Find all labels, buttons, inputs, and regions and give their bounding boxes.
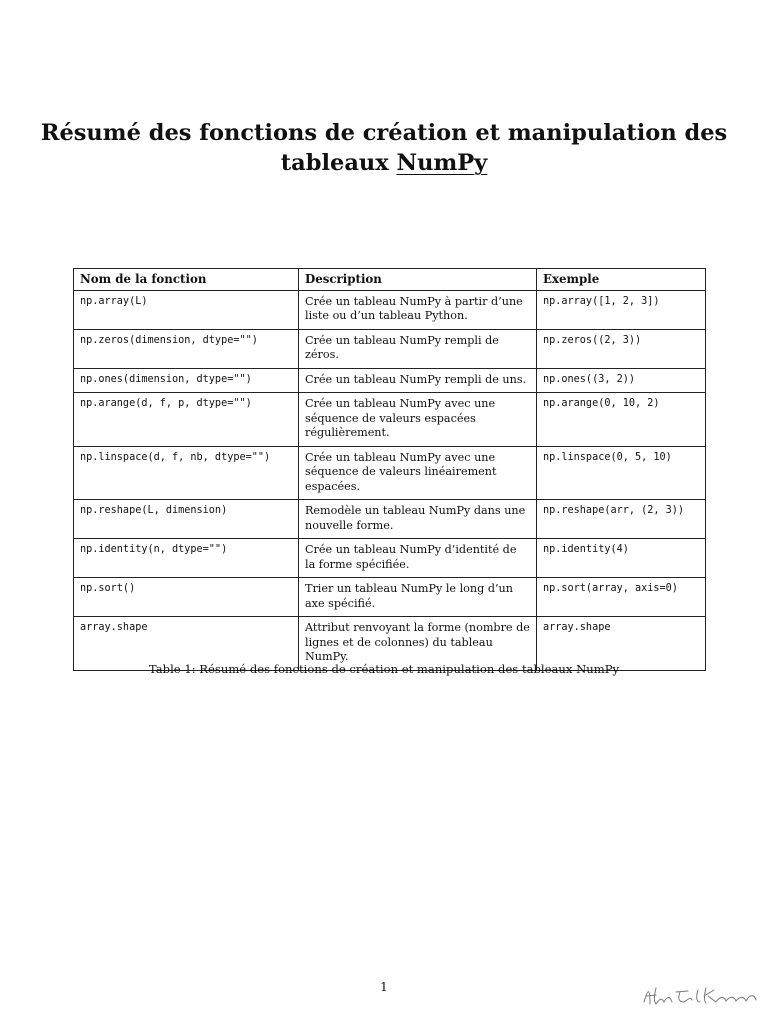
function-name: np.identity(n, dtype="") — [74, 539, 299, 578]
function-description: Crée un tableau NumPy à partir d’une liste ou d’un tableau Python. — [299, 290, 537, 329]
title-numpy-underlined: NumPy — [396, 150, 488, 176]
function-example: np.zeros((2, 3)) — [537, 329, 706, 368]
function-example: np.array([1, 2, 3]) — [537, 290, 706, 329]
function-example: np.linspace(0, 5, 10) — [537, 446, 706, 500]
function-description: Crée un tableau NumPy rempli de uns. — [299, 368, 537, 393]
table-row — [74, 329, 706, 368]
function-example: np.reshape(arr, (2, 3)) — [537, 500, 706, 539]
table-row — [74, 393, 706, 447]
function-description: Crée un tableau NumPy avec une séquence de valeurs linéairement espacées. — [299, 446, 537, 500]
table-row — [74, 290, 706, 329]
page-number: 1 — [380, 980, 388, 994]
header-description: Description — [299, 269, 537, 291]
header-example: Exemple — [537, 269, 706, 291]
function-example: np.identity(4) — [537, 539, 706, 578]
function-name: np.array(L) — [74, 290, 299, 329]
function-name: np.sort() — [74, 578, 299, 617]
function-name: np.ones(dimension, dtype="") — [74, 368, 299, 393]
function-description: Crée un tableau NumPy avec une séquence de valeurs espacées régulièrement. — [299, 393, 537, 447]
function-description: Attribut renvoyant la forme (nombre de lignes et de colonnes) du tableau NumPy. — [299, 617, 537, 671]
table-row — [74, 500, 706, 539]
function-example: np.sort(array, axis=0) — [537, 578, 706, 617]
author-signature — [640, 982, 760, 1014]
table-row — [74, 578, 706, 617]
function-name: np.linspace(d, f, nb, dtype="") — [74, 446, 299, 500]
function-name: np.arange(d, f, p, dtype="") — [74, 393, 299, 447]
function-description: Remodèle un tableau NumPy dans une nouvelle forme. — [299, 500, 537, 539]
function-description: Crée un tableau NumPy d’identité de la forme spécifiée. — [299, 539, 537, 578]
title-line-2-prefix: tableaux — [280, 150, 397, 176]
title-line-1: Résumé des fonctions de création et manipulation des — [40, 120, 728, 146]
function-name: np.reshape(L, dimension) — [74, 500, 299, 539]
function-description: Trier un tableau NumPy le long d’un axe spécifié. — [299, 578, 537, 617]
function-example: np.ones((3, 2)) — [537, 368, 706, 393]
table-row — [74, 446, 706, 500]
function-example: np.arange(0, 10, 2) — [537, 393, 706, 447]
table-row — [74, 368, 706, 393]
document-title — [0, 118, 768, 178]
functions-table — [73, 268, 706, 671]
function-example: array.shape — [537, 617, 706, 671]
table-header-row — [74, 269, 706, 291]
signature-scribble — [640, 982, 760, 1010]
title-line-2 — [0, 148, 768, 178]
function-name: array.shape — [74, 617, 299, 671]
function-description: Crée un tableau NumPy rempli de zéros. — [299, 329, 537, 368]
function-name: np.zeros(dimension, dtype="") — [74, 329, 299, 368]
header-function-name: Nom de la fonction — [74, 269, 299, 291]
table-caption: Table 1: Résumé des fonctions de création et manipulation des tableaux NumPy — [148, 662, 620, 676]
table-row — [74, 539, 706, 578]
